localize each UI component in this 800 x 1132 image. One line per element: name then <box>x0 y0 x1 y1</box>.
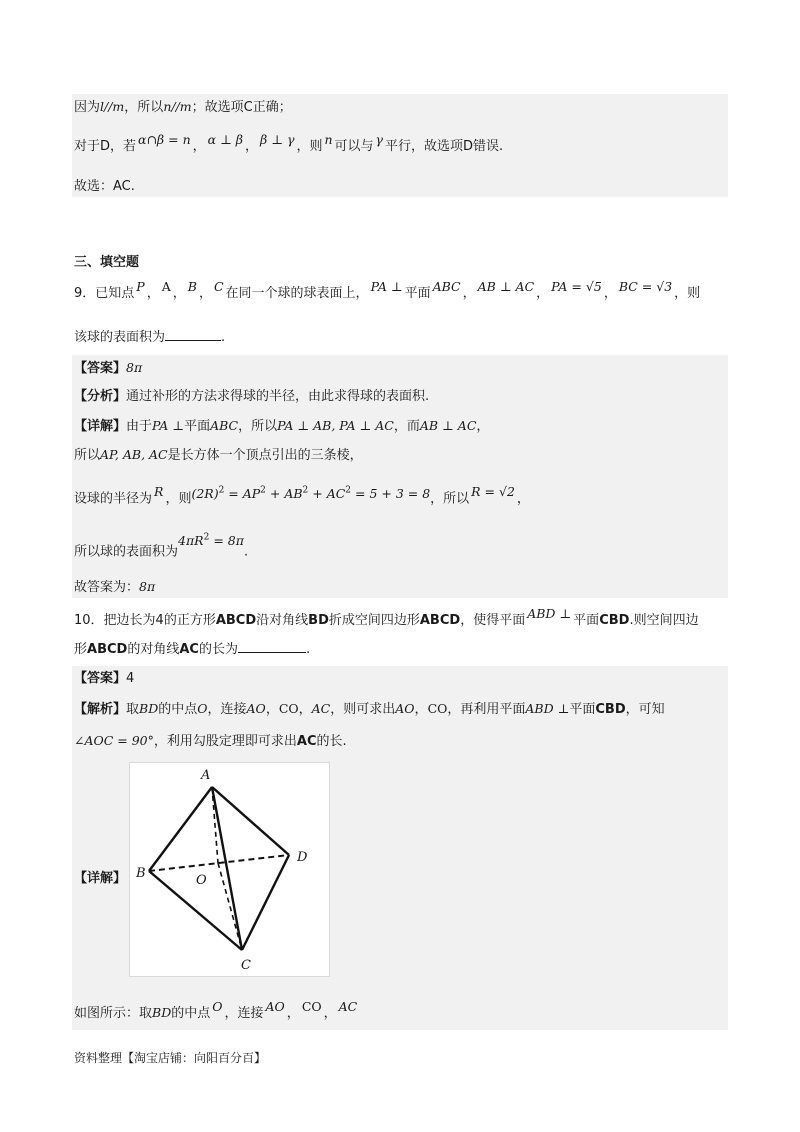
bold-term: BD <box>308 613 329 628</box>
edge-bd-hidden <box>149 855 289 871</box>
question-9-line1 <box>74 279 701 304</box>
text: ，则 <box>674 286 701 301</box>
math: + AC <box>308 486 346 502</box>
text: 的中点 <box>171 1006 211 1021</box>
detail-line <box>74 485 530 509</box>
text: ， <box>172 286 186 301</box>
bold-term: ABCD <box>215 613 257 628</box>
text: ，使得平面 <box>460 613 526 628</box>
text: ，所以 <box>124 100 164 115</box>
math: R <box>154 484 164 500</box>
text: 的中点 <box>158 702 198 717</box>
math: n//m <box>163 99 192 114</box>
text: ，连接 <box>224 1006 264 1021</box>
bold-term: CBD <box>595 702 626 717</box>
math: AC <box>338 999 358 1014</box>
math: ABD ⊥ <box>527 606 572 621</box>
answer-blank <box>238 640 306 653</box>
text: 沿对角线 <box>256 613 309 628</box>
text: 故答案为： <box>74 580 140 595</box>
text: 10．把边长为4的正方形 <box>74 613 216 628</box>
math: n <box>324 132 333 147</box>
text: ， <box>603 286 617 301</box>
answer-line <box>74 669 134 689</box>
label-o: O <box>196 873 207 888</box>
edge-ab <box>149 787 212 871</box>
math: PA = √5 <box>551 279 602 294</box>
text: ，所以 <box>430 491 470 507</box>
edge-oc-hidden <box>218 863 242 950</box>
text: ，所以 <box>238 419 278 434</box>
text: 形 <box>74 642 88 657</box>
figure-svg <box>130 763 331 978</box>
text: ， <box>323 1006 337 1021</box>
answer-line <box>74 358 142 379</box>
text: 9．已知点 <box>74 286 135 301</box>
math: 2 <box>218 486 225 496</box>
text-line: 故选：AC. <box>74 179 135 194</box>
text: 通过补形的方法求得球的半径，由此求得球的表面积. <box>126 389 430 404</box>
math: PA ⊥ AB, PA ⊥ AC <box>277 418 394 433</box>
text: 所以球的表面积为 <box>74 544 179 560</box>
text: 由于 <box>126 419 153 434</box>
text: 如图所示：取 <box>74 1006 153 1021</box>
math: l//m <box>100 99 125 114</box>
math: 2 <box>302 486 309 496</box>
text: 的长. <box>316 734 347 749</box>
text: . <box>221 330 226 345</box>
text: ，而 <box>393 419 420 434</box>
text: ， <box>536 286 550 301</box>
edge-dc <box>242 855 289 950</box>
text: 平面 <box>573 613 600 628</box>
text: ， <box>192 139 206 154</box>
math: + AB <box>265 486 303 502</box>
detail-line <box>74 533 249 562</box>
label-d: D <box>297 850 308 865</box>
analysis-line <box>74 387 429 407</box>
text: 平面 <box>404 286 431 301</box>
text: 平行，故选项D错误. <box>385 139 504 154</box>
question-10-line2 <box>74 640 310 660</box>
text: ，则 <box>165 491 192 507</box>
math: α∩β = n <box>138 132 191 147</box>
text: 的对角线 <box>127 642 180 657</box>
label-a: A <box>201 768 211 783</box>
math: = AP <box>224 486 261 502</box>
text: ，可知 <box>625 702 665 717</box>
label-c: C <box>241 958 251 973</box>
detail-label: 【详解】 <box>74 871 127 886</box>
analysis-label: 【解析】 <box>74 702 127 717</box>
analysis-line <box>74 731 347 752</box>
text-line <box>74 132 504 157</box>
analysis-label: 【分析】 <box>74 389 127 404</box>
answer-label: 【答案】 <box>74 671 127 686</box>
math: PA ⊥ <box>370 279 403 294</box>
math: AB ⊥ AC <box>477 279 535 294</box>
bold-term: AC <box>296 734 317 749</box>
text: ，则可求出 <box>330 702 396 717</box>
math: BD <box>152 1005 172 1020</box>
tetrahedron-figure <box>129 762 330 977</box>
text-line <box>74 97 292 118</box>
math: BC = √3 <box>618 279 673 294</box>
text: 的长为 <box>198 642 238 657</box>
text: 该球的表面积为 <box>74 330 166 345</box>
math: 2 <box>345 486 352 496</box>
text: 折成空间四边形 <box>328 613 420 628</box>
final-answer-line <box>74 577 155 598</box>
bold-term: CBD <box>599 613 630 628</box>
text: ， <box>476 419 490 434</box>
detail-line <box>74 445 363 466</box>
math: β ⊥ γ <box>260 132 295 147</box>
page-footer: 资料整理【淘宝店铺：向阳百分百】 <box>74 1051 267 1065</box>
math: ∠AOC = 90° <box>74 733 154 748</box>
math: 2 <box>203 533 210 543</box>
math: ABC <box>210 418 239 433</box>
math: AB ⊥ AC <box>419 418 477 433</box>
math: CO <box>301 999 322 1014</box>
math: α ⊥ β <box>207 132 244 147</box>
bold-term: AC <box>179 642 199 657</box>
math: (2R) <box>191 486 219 502</box>
math: A <box>161 279 171 294</box>
math: R = √2 <box>471 484 515 500</box>
text: ， <box>265 702 279 717</box>
math: PA ⊥ <box>152 418 185 433</box>
text: 是长方体一个顶点引出的三条棱， <box>167 448 363 463</box>
question-10-line1 <box>74 606 699 631</box>
text: ， <box>286 1006 300 1021</box>
section-heading: 三、填空题 <box>74 255 140 270</box>
math: AP, AB, AC <box>100 447 168 462</box>
math: C <box>213 279 224 294</box>
bold-term: ABCD <box>419 613 461 628</box>
math: 4πR <box>178 533 204 549</box>
math: AC <box>311 701 331 716</box>
text: ，连接 <box>207 702 247 717</box>
text: ， <box>146 286 160 301</box>
answer-value: 8π <box>126 360 143 375</box>
math: CO <box>427 701 448 716</box>
edge-ac <box>212 787 242 950</box>
bold-term: ABCD <box>87 642 128 657</box>
text: 可以与 <box>334 139 374 154</box>
text: 对于D，若 <box>74 139 137 154</box>
text: 设球的半径为 <box>74 491 153 507</box>
text: 取 <box>126 702 140 717</box>
text: ， <box>516 491 530 507</box>
analysis-line <box>74 699 665 720</box>
text: 平面 <box>184 419 211 434</box>
text: 平面 <box>569 702 596 717</box>
label-b: B <box>136 866 146 881</box>
detail-label: 【详解】 <box>74 419 127 434</box>
text: ， <box>298 702 312 717</box>
answer-value: 4 <box>126 671 135 686</box>
text: 因为 <box>74 100 101 115</box>
math: 2 <box>260 486 266 496</box>
math: AO <box>265 999 285 1014</box>
detail-line <box>74 416 489 437</box>
math: AO <box>395 701 415 716</box>
math: AO <box>246 701 266 716</box>
text: ， <box>462 286 476 301</box>
text: . <box>305 642 311 657</box>
text: .则空间四边 <box>629 613 699 628</box>
math: ABD ⊥ <box>525 701 570 716</box>
math: = 5 + 3 = 8 <box>351 486 431 502</box>
math: = 8π <box>209 533 244 549</box>
text: ， <box>245 139 259 154</box>
answer-label: 【答案】 <box>74 361 127 376</box>
math: CO <box>278 701 299 716</box>
text: ， <box>198 286 212 301</box>
math: BD <box>139 701 159 716</box>
math: 8π <box>139 579 156 594</box>
text: ， <box>414 702 428 717</box>
text: ，再利用平面 <box>447 702 526 717</box>
text: . <box>243 544 249 560</box>
detail-line <box>74 999 359 1024</box>
text: 所以 <box>74 448 101 463</box>
math: B <box>187 279 197 294</box>
question-9-line2 <box>74 328 225 348</box>
math: P <box>136 279 145 294</box>
math: ABC <box>432 279 461 294</box>
math: γ <box>375 132 384 147</box>
text: ；故选项C正确； <box>191 100 292 115</box>
math: O <box>197 701 208 716</box>
text: ，利用勾股定理即可求出 <box>153 734 297 749</box>
math: O <box>212 999 223 1014</box>
text: ，则 <box>296 139 323 154</box>
answer-blank <box>165 328 221 341</box>
text: 在同一个球的球表面上， <box>225 286 369 301</box>
